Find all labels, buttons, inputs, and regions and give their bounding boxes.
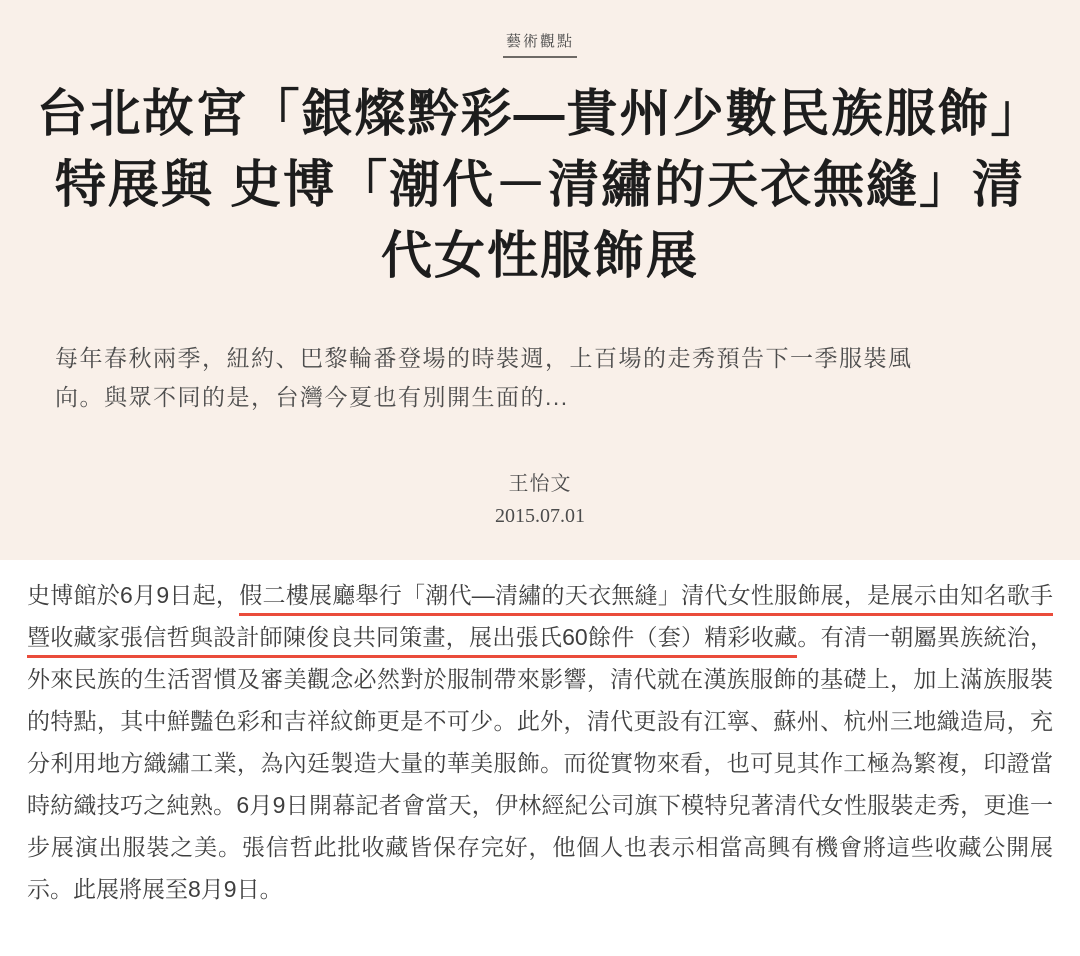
text-segment: 外來民族的生活習慣及審美觀念必然對於服制帶來影響，清代就在漢族服飾的基礎上，加上滿族服裝	[27, 666, 1053, 692]
author-name: 王怡文	[508, 473, 572, 495]
article-line	[27, 826, 1053, 868]
underlined-text: 暨收藏家張信哲與設計師陳俊良共同策畫，展出張氏60餘件（套）精彩收藏	[27, 624, 797, 658]
article-line	[27, 700, 1053, 742]
text-segment: 時紡織技巧之純熟。6月9日開幕記者會當天，伊林經紀公司旗下模特兒著清代女性服裝走秀，更進一	[27, 792, 1053, 818]
article-line	[27, 658, 1053, 700]
article-line	[27, 616, 1053, 658]
article-line	[27, 574, 1053, 616]
article-line	[27, 784, 1053, 826]
article-line	[27, 742, 1053, 784]
text-segment: 的特點，其中鮮豔色彩和吉祥紋飾更是不可少。此外，清代更設有江寧、蘇州、杭州三地織造局，充	[27, 708, 1053, 734]
article-title: 台北故宮「銀燦黔彩—貴州少數民族服飾」特展與 史博「潮代－清繡的天衣無縫」清代女性服飾展	[36, 85, 1044, 284]
text-segment: 。有清一朝屬異族統治，	[797, 624, 1053, 650]
text-segment: 分利用地方織繡工業，為內廷製造大量的華美服飾。而從實物來看，也可見其作工極為繁複，印證當	[27, 750, 1053, 776]
underlined-text: 假二樓展廳舉行「潮代—清繡的天衣無縫」清代女性服飾展，是展示由知名歌手	[239, 582, 1053, 616]
category-tag-link[interactable]: 藝術觀點	[503, 30, 577, 58]
article-body	[27, 574, 1053, 910]
text-segment: 史博館於6月9日起，	[27, 582, 240, 608]
text-segment: 步展演出服裝之美。張信哲此批收藏皆保存完好，他個人也表示相當高興有機會將這些收藏公開展	[27, 834, 1053, 860]
text-segment: 示。此展將展至8月9日。	[27, 876, 283, 902]
article-excerpt: 每年春秋兩季，紐約、巴黎輪番登場的時裝週，上百場的走秀預告下一季服裝風向。與眾不同的是，台灣今夏也有別開生面的...	[55, 345, 913, 410]
publish-date: 2015.07.01	[495, 505, 585, 527]
article-line	[27, 868, 1053, 910]
